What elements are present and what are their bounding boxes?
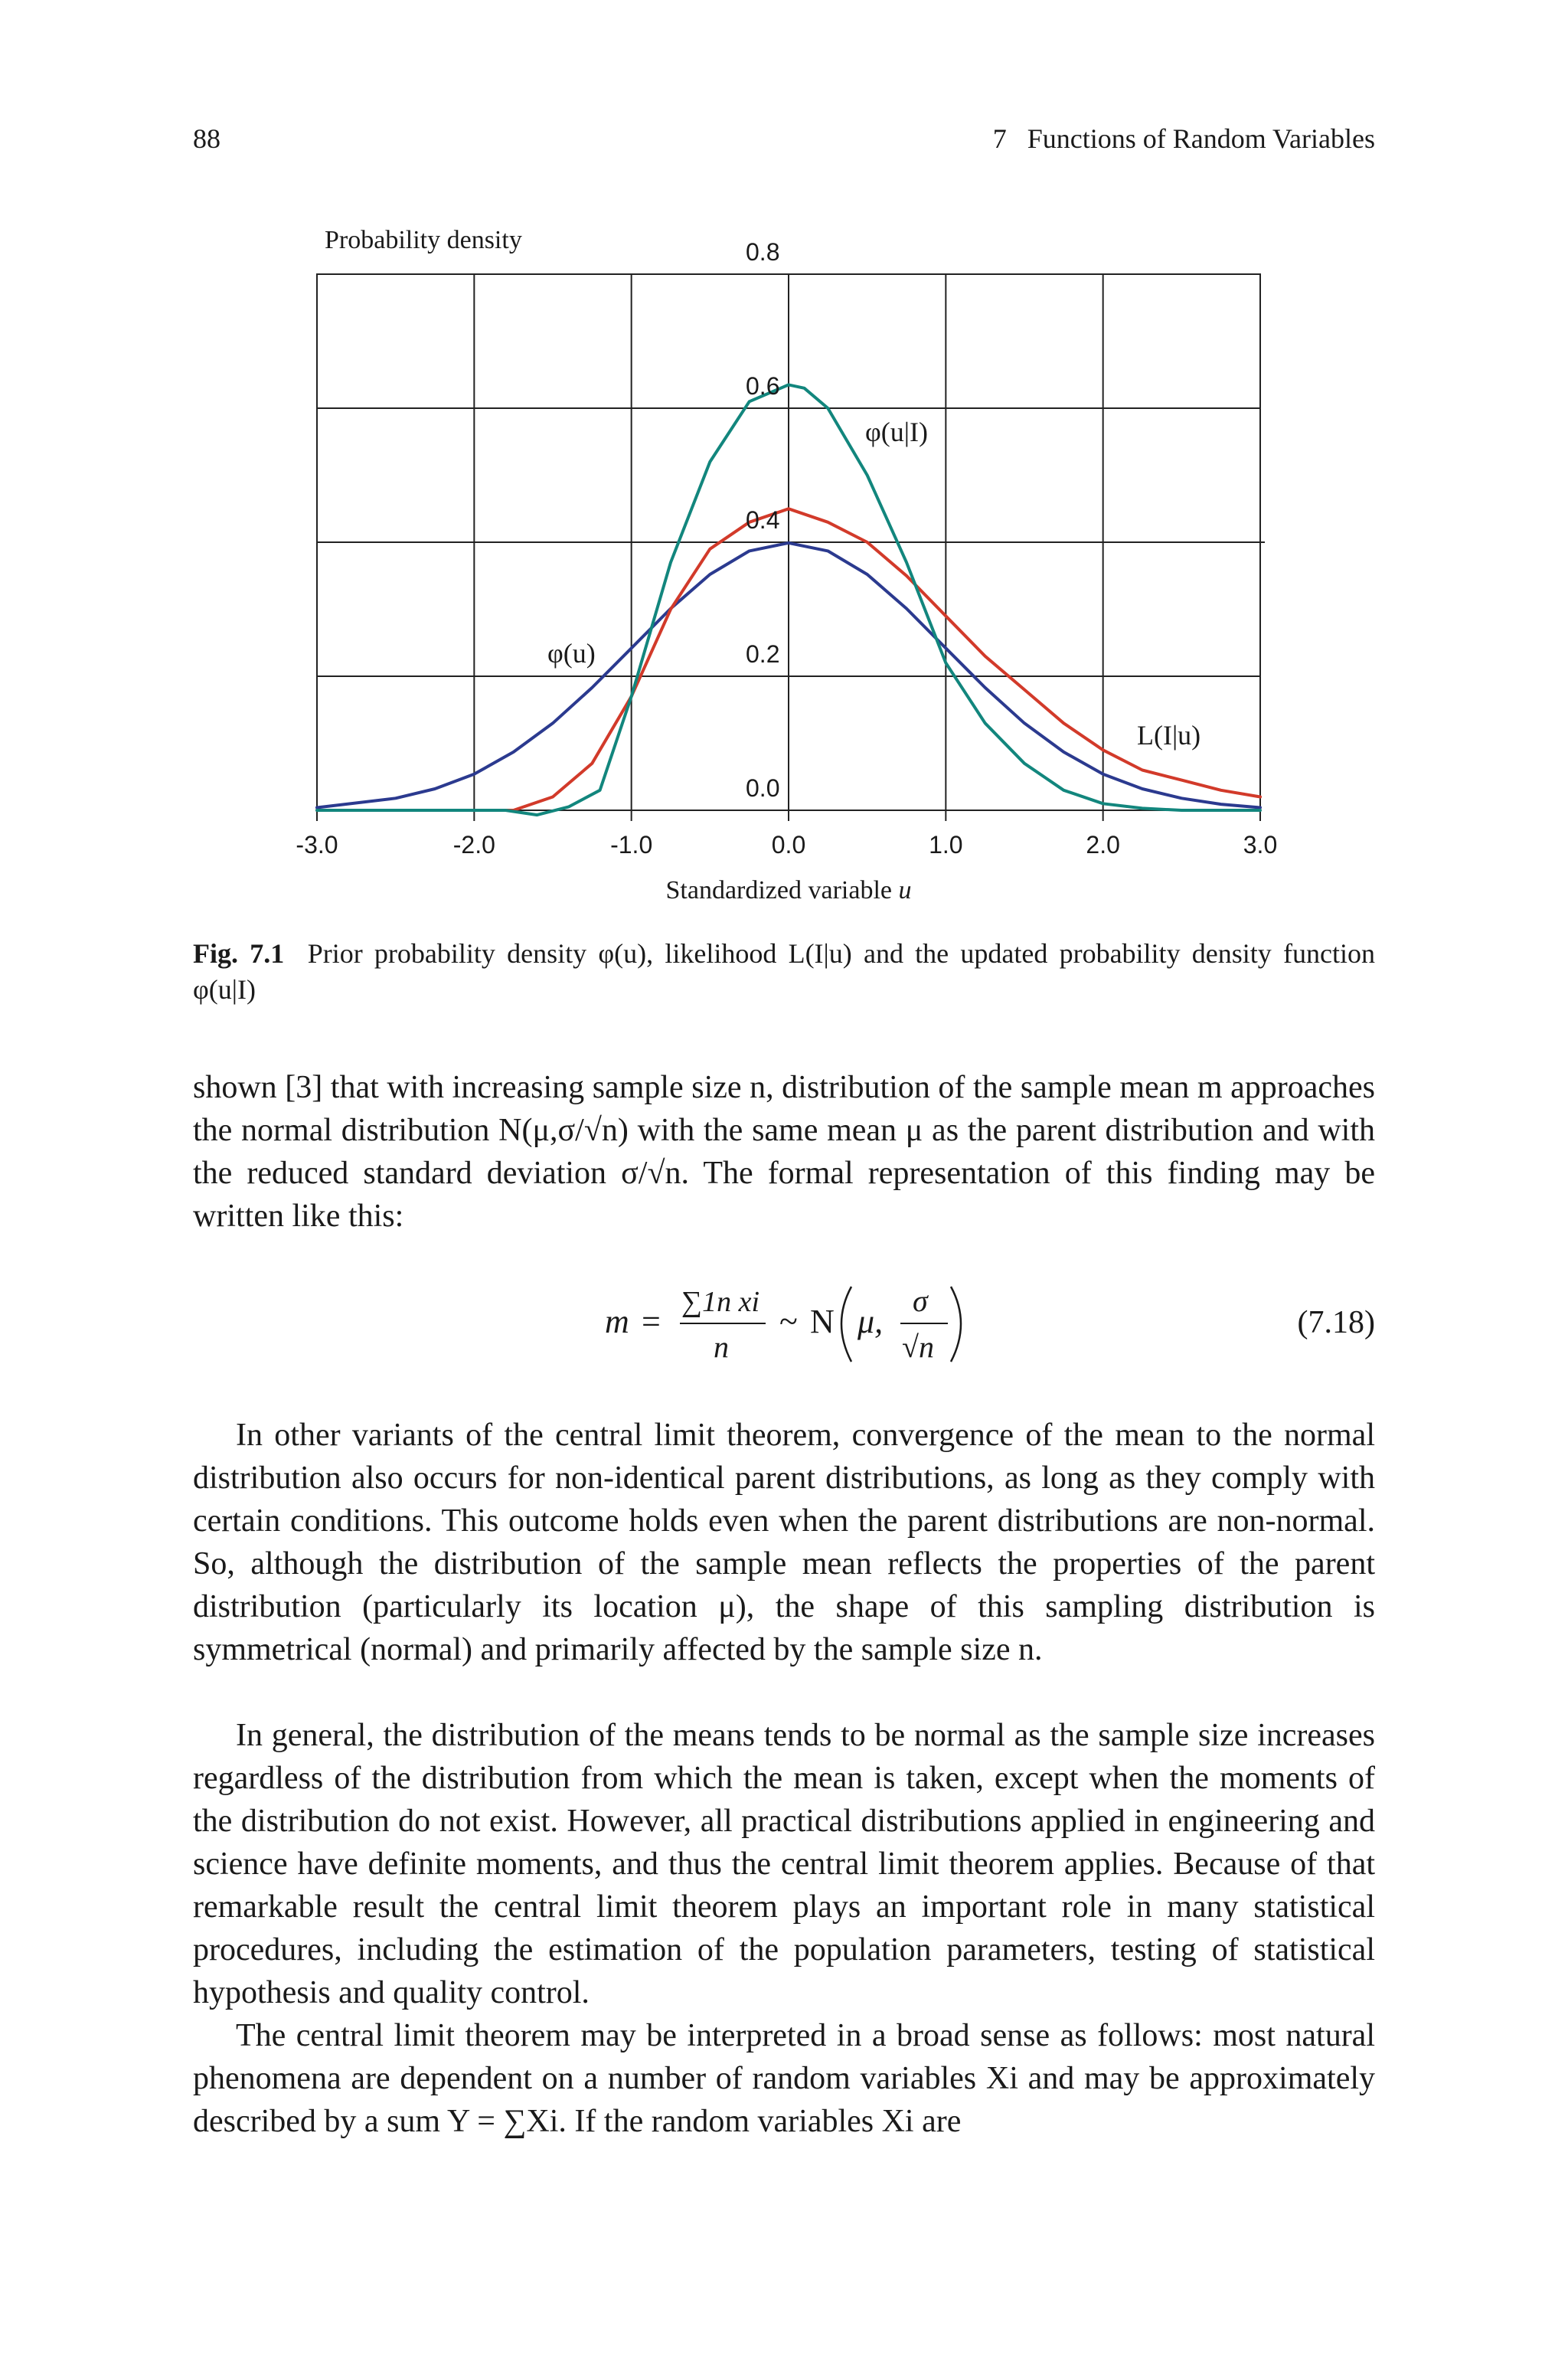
annotation-posterior: φ(u|I) (865, 417, 928, 447)
x-tick-label: 0.0 (771, 831, 806, 859)
eq-equals: = (642, 1303, 661, 1340)
y-tick-label: 0.4 (746, 506, 780, 534)
chart-grid (317, 274, 1265, 821)
x-axis-label-text: Standardized variable (665, 876, 899, 904)
y-tick-label: 0.2 (746, 640, 780, 668)
x-axis-label (666, 876, 912, 904)
x-tick-label: 1.0 (929, 831, 963, 859)
caption-label: Fig. 7.1 (193, 938, 285, 969)
eq-func: N (810, 1303, 835, 1340)
equation-number: (7.18) (1297, 1305, 1375, 1340)
figure-7-1-chart (283, 214, 1294, 927)
figure-caption (193, 936, 1375, 1008)
eq-paren-left (841, 1287, 851, 1362)
eq-arg1: μ, (858, 1303, 884, 1340)
paragraph-4: The central limit theorem may be interpreted in a broad sense as follows: most natural phenomena are dependent on a number of random variables Xi and may be approximately described by a sum Y = ∑Xi. If the random variables Xi are (193, 2018, 1375, 2139)
x-tick-label: -3.0 (296, 831, 338, 859)
eq-numerator: ∑1n xi (681, 1286, 760, 1318)
x-axis-label-variable: u (898, 876, 912, 904)
eq-denominator: n (714, 1330, 729, 1364)
y-tick-label: 0.6 (746, 372, 780, 400)
page-number: 88 (193, 123, 220, 154)
caption-text: Prior probability density φ(u), likelihood L(I|u) and the updated probability density function φ(u|I) (193, 938, 1375, 1005)
y-axis-label: Probability density (325, 226, 522, 254)
x-tick-label: 2.0 (1086, 831, 1120, 859)
y-tick-label: 0.8 (746, 238, 780, 266)
eq-sim: ~ (779, 1303, 798, 1340)
x-tick-label: -2.0 (452, 831, 495, 859)
equation-7-18 (605, 1271, 1064, 1371)
x-tick-label: -1.0 (610, 831, 653, 859)
eq-lhs: m (605, 1303, 629, 1340)
y-tick-label: 0.0 (746, 774, 780, 802)
paragraph-1: shown [3] that with increasing sample size n, distribution of the sample mean m approaches the normal distribution N(μ,σ/√n) with the same mean μ as the parent distribution and with the reduced standard deviation σ/√n. The formal representation of this finding may be written like this: (193, 1070, 1375, 1234)
eq-arg-denominator: √n (902, 1330, 934, 1364)
eq-arg-numerator: σ (913, 1284, 928, 1318)
running-head: 7 Functions of Random Variables (992, 123, 1375, 154)
x-tick-label: 3.0 (1243, 831, 1278, 859)
paragraph-3: In general, the distribution of the means tends to be normal as the sample size increases regardless of the distribution from which the mean is taken, except when the moments of the distribution do not exist. However, all practical distributions applied in engineering and science have definite moments, and thus the central limit theorem applies. Because of that remarkable result the central limit theorem plays an important role in many statistical procedures, including the estimation of the population parameters, testing of statistical hypothesis and quality control. (193, 1718, 1375, 2010)
eq-paren-right (951, 1287, 961, 1362)
paragraph-2: In other variants of the central limit theorem, convergence of the mean to the normal distribution also occurs for non-identical parent distributions, as long as they comply with certain conditions. This outcome holds even when the parent distributions are non-normal. So, although the distribution of the sample mean reflects the properties of the parent distribution (particularly its location μ), the shape of this sampling distribution is symmetrical (normal) and primarily affected by the sample size n. (193, 1418, 1375, 1667)
annotation-likelihood: L(I|u) (1137, 720, 1201, 751)
annotation-prior: φ(u) (547, 638, 596, 669)
